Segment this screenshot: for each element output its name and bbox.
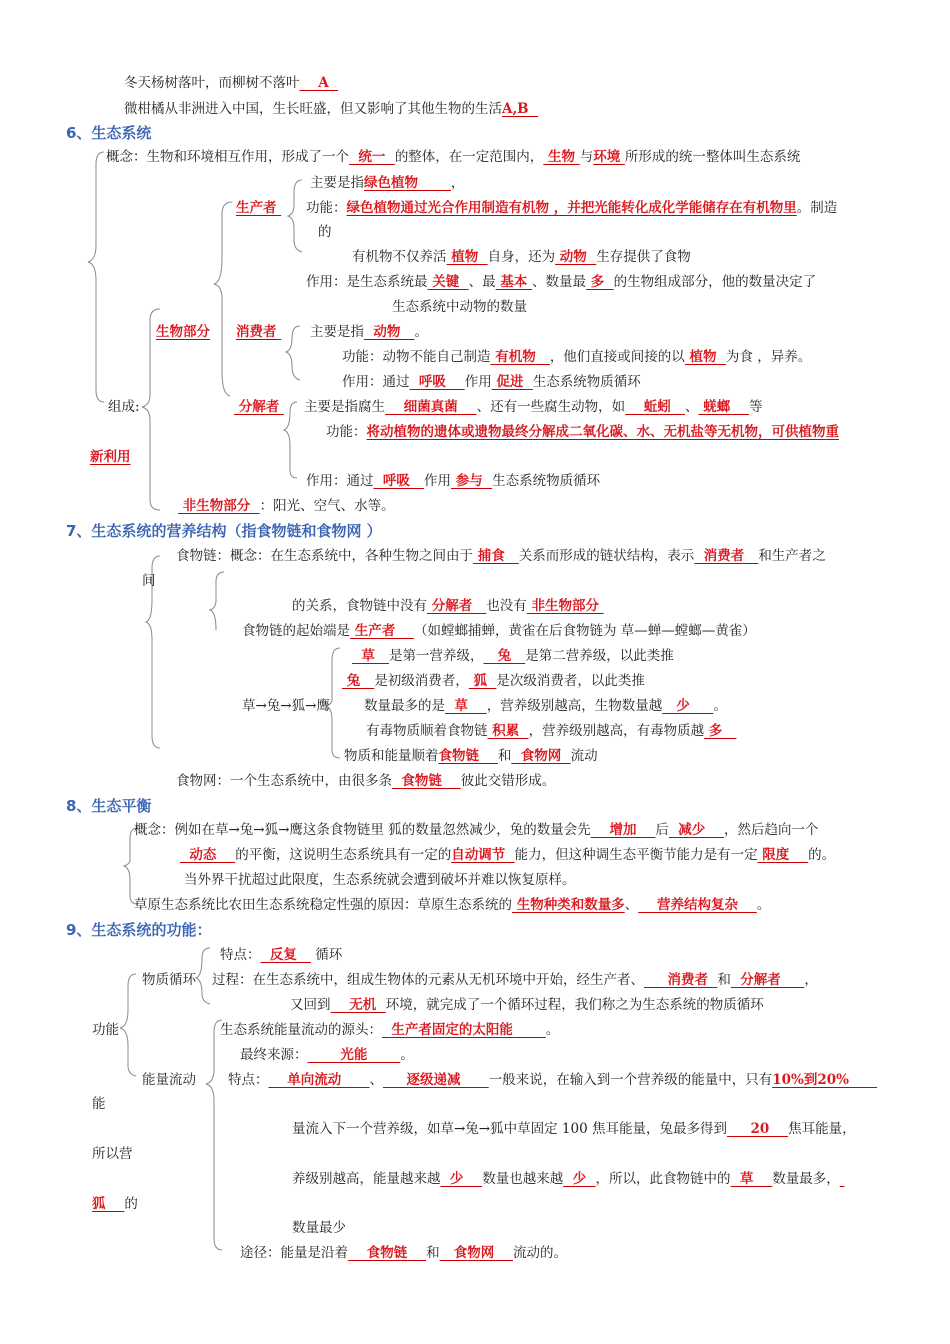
producer-line-3: 有机物不仅养活 植物 自身，还为 动物 生存提供了食物 <box>352 249 691 265</box>
intro-line-2: 微柑橘从非洲进入中国，生长旺盛，但又影响了其他生物的生活A,B <box>124 101 538 117</box>
foodchain-start: 食物链的起始端是 生产者 （如螳螂捕蝉，黄雀在后食物链为 草—蝉—螳螂—黄雀） <box>242 623 756 639</box>
producer-function: 功能：绿色植物通过光合作用制造有机物 ，并把光能转化成化学能储存在有机物里。制造 <box>306 200 838 216</box>
foodchain-concept: 食物链：概念：在生态系统中，各种生物之间由于 捕食 关系而形成的链状结构，表示 消费者 和生产者之 <box>176 548 826 564</box>
energy-level: 养级别越高，能量越来越 少 数量也越来越 少 ，所以，此食物链中的 草 数量最多， <box>292 1171 840 1187</box>
balance-line-3: 当外界干扰超过此限度，生态系统就会遭到破坏并难以恢复原样。 <box>184 872 576 888</box>
chain-line-1: 草 是第一营养级， 兔 是第二营养级，以此类推 <box>352 648 674 664</box>
chain-example-label: 草→兔→狐→鹰 <box>242 698 330 714</box>
bio-part-label: 生物部分 <box>156 324 210 340</box>
chain-line-2: 兔 是初级消费者， 狐 是次级消费者，以此类推 <box>342 673 645 689</box>
chain-line-3: 数量最多的是 草 ，营养级别越高，生物数量越 少 。 <box>364 698 727 714</box>
material-feature: 特点： 反复 循环 <box>220 947 343 963</box>
section-8-title: 8、生态平衡 <box>66 797 152 815</box>
energy-flow-label: 能量流动 <box>142 1072 196 1088</box>
foodchain-relation: 的关系，食物链中没有 分解者 也没有 非生物部分 <box>292 598 604 614</box>
producer-role-cont: 生态系统中动物的数量 <box>392 299 527 315</box>
material-back: 又回到 无机 环境，就完成了一个循环过程，我们称之为生态系统的物质循环 <box>290 997 764 1013</box>
intro-line-1: 冬天杨树落叶，而柳树不落叶 A <box>124 75 339 91</box>
material-cycle-label: 物质循环 <box>142 972 196 988</box>
balance-line-1: 概念：例如在草→兔→狐→鹰这条食物链里 狐的数量忽然减少，兔的数量会先 增加 后 减少 ，然后趋向一个 <box>134 822 819 838</box>
compose-label: 组成: <box>108 399 140 415</box>
chain-line-4: 有毒物质顺着食物链 积累 ，营养级别越高，有毒物质越 多 <box>366 723 737 739</box>
balance-line-2: 动态 的平衡，这说明生态系统具有一定的自动调节 能力，但这种调生态平衡节能力是有一定 限度 的。 <box>180 847 836 863</box>
energy-ultimate: 最终来源： 光能 。 <box>240 1047 414 1063</box>
producer-role: 作用：是生态系统最 关键 、最 基本 、数量最 多 的生物组成部分，他的数量决定了 <box>306 274 817 290</box>
energy-least: 数量最少 <box>292 1220 346 1236</box>
energy-neng: 能 <box>92 1096 106 1112</box>
consumer-main: 主要是指 动物 。 <box>310 324 428 340</box>
foodchain-jian: 间 <box>142 573 156 589</box>
energy-path: 途径：能量是沿着 食物链 和 食物网 流动的。 <box>240 1245 568 1261</box>
section-9-title: 9、生态系统的功能： <box>66 921 212 939</box>
chain-line-5: 物质和能量顺着食物链 和 食物网 流动 <box>344 748 598 764</box>
decomposer-main: 主要是指腐生 细菌真菌 、还有一些腐生动物，如 蚯蚓 、 蜣螂 等 <box>304 399 763 415</box>
decomposer-label: 分解者 <box>234 399 284 415</box>
section-7-title: 7、生态系统的营养结构（指食物链和食物网 ） <box>66 522 382 540</box>
consumer-label: 消费者 <box>236 324 282 340</box>
nonbio-line: 非生物部分 ：阳光、空气、水等。 <box>178 498 395 514</box>
foodweb-line: 食物网：一个生态系统中，由很多条 食物链 彼此交错形成。 <box>176 773 556 789</box>
energy-suoyi: 所以营 <box>92 1146 133 1162</box>
consumer-role: 作用：通过 呼吸 作用 促进 生态系统物质循环 <box>342 374 641 390</box>
producer-main: 主要是指绿色植物 ， <box>310 175 465 191</box>
section-6-title: 6、生态系统 <box>66 124 152 142</box>
concept-line: 概念：生物和环境相互作用，形成了一个 统一 的整体，在一定范围内， 生物 与环境 所形成的统一整体叫生态系统 <box>106 149 801 165</box>
decomposer-role: 作用：通过 呼吸 作用 参与 生态系统物质循环 <box>306 473 601 489</box>
energy-fox: 狐 的 <box>92 1196 138 1212</box>
decomposer-function: 功能：将动植物的遗体或遗物最终分解成二氧化碳、水、无机盐等无机物，可供植物重 <box>326 424 839 440</box>
function-label: 功能 <box>92 1022 119 1038</box>
producer-de: 的 <box>318 224 332 240</box>
energy-feature: 特点： 单向流动 、 逐级递减 一般来说，在输入到一个营养级的能量中，只有10%到20% <box>228 1072 878 1088</box>
material-process: 过程：在生态系统中，组成生物体的元素从无机环境中开始，经生产者、 消费者 和 分解者 ， <box>212 972 818 988</box>
balance-line-4: 草原生态系统比农田生态系统稳定性强的原因：草原生态系统的 生物种类和数量多、 营养结构复杂 。 <box>134 897 771 913</box>
producer-label: 生产者 <box>236 200 282 216</box>
decomposer-function-cont: 新利用 <box>90 449 131 465</box>
energy-transfer: 量流入下一个营养级，如草→兔→狐中草固定 100 焦耳能量，兔最多得到 20 焦耳能量， <box>292 1121 856 1137</box>
consumer-function: 功能：动物不能自己制造 有机物 ，他们直接或间接的以 植物 为食 ，异养。 <box>342 349 812 365</box>
energy-source: 生态系统能量流动的源头： 生产者固定的太阳能 。 <box>220 1022 560 1038</box>
